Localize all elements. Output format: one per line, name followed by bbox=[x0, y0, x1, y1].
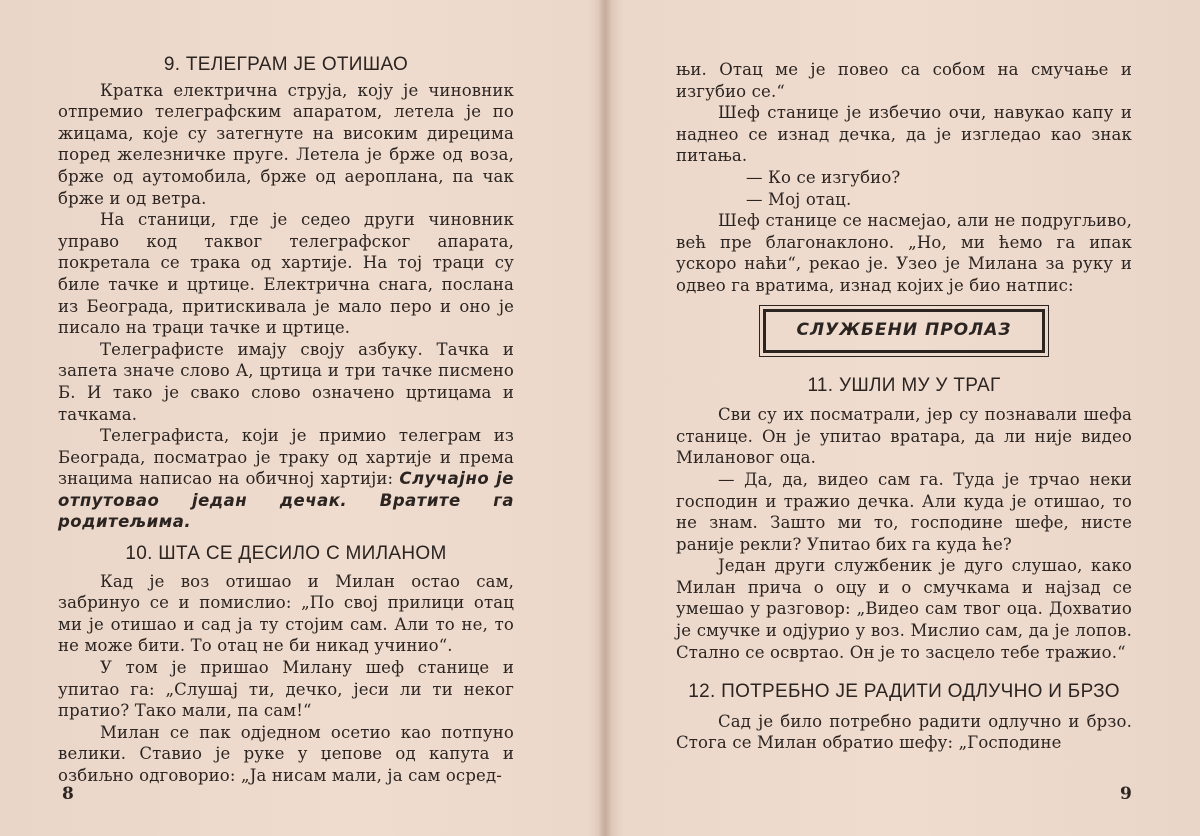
chapter-11-paragraph-3: Један други службеник је дуго слушао, како Милан прича о оцу и о смучкама и најзад се умешао у разговор: „Видео сам твог оца. Дохватио је смучке и одјурио у воз. Мислио сам, да је лопов. Стално се освртао. Он је то засцело тебе тражио.“ bbox=[676, 556, 1132, 662]
page-number-right: 9 bbox=[1120, 784, 1132, 804]
chapter-11-title: 11. УШЛИ МУ У ТРАГ bbox=[807, 374, 1001, 396]
station-chief-paragraph: Шеф станице је избечио очи, навукао капу и наднео се изнад дечка, да је изгледао као знак питања. bbox=[676, 103, 1132, 166]
official-passage-sign bbox=[763, 309, 1045, 353]
chapter-9-title: 9. ТЕЛЕГРАМ ЈЕ ОТИШАО bbox=[163, 54, 409, 75]
chapter-10-paragraph-2: У том је пришао Милану шеф станице и упитао га: „Слушај ти, дечко, јеси ли ти неког пратио? Тако мали, па сам!“ bbox=[58, 658, 514, 721]
chapter-12-paragraph-1: Сад је било потребно радити одлучно и брзо. Стога се Милан обратио шефу: „Господине bbox=[676, 711, 1132, 753]
dialog-line-1: — Ко се изгубио? bbox=[746, 167, 901, 187]
page-number-left: 8 bbox=[62, 784, 74, 804]
chapter-11-paragraph-2: — Да, да, видео сам га. Туда је трчао неки господин и тражио дечка. Али куда је отишао, то не знам. Зашто ми то, господине шефе, нисте раније рекли? Упитао бих га куда ће? bbox=[676, 469, 1132, 554]
chapter-10-paragraph-3: Милан се пак одједном осетио као потпуно велики. Ставио је руке у џепове од капута и озбиљно одговорио: „Ја нисам мали, ја сам осред- bbox=[58, 722, 514, 785]
telegram-intro-text: Телеграфиста, који је примио телеграм из Београда, посматрао је траку од хартије и према знацима написао на обичној хартији: bbox=[58, 426, 514, 489]
left-page bbox=[58, 0, 514, 836]
continued-paragraph: њи. Отац ме је повео са собом на смучање и изгубио се.“ bbox=[676, 60, 1132, 101]
chapter-10-paragraph-1: Кад је воз отишао и Милан остао сам, забринуо се и помислио: „По свој прилици отац ми је отишао и сад ја ту стојим сам. Али то не, то не може бити. То отац не би никад учинио“. bbox=[58, 571, 514, 656]
official-passage-text: СЛУЖБЕНИ ПРОЛАЗ bbox=[796, 319, 1012, 340]
chapter-9-paragraph-3: Телеграфисте имају своју азбуку. Тачка и запета значе слово А, цртица и три тачке писмено Б. И тако је свако слово означено цртицама и тачкама. bbox=[58, 339, 514, 424]
chapter-12-title: 12. ПОТРЕБНО ЈЕ РАДИТИ ОДЛУЧНО И БРЗО bbox=[688, 681, 1120, 703]
right-page bbox=[676, 0, 1132, 836]
chapter-9-paragraph-1: Кратка електрична струја, коју је чиновник отпремио телеграфским апаратом, летела је по жицама, које су затегнуте на високим дирецима поред железничке пруге. Летела је брже од воза, брже од аутомобила, брже од аероплана, па чак брже и од ветра. bbox=[58, 80, 514, 208]
book-gutter bbox=[598, 0, 612, 836]
station-chief-laughs-paragraph: Шеф станице се насмејао, али не подругљиво, већ пре благонаклоно. „Но, ми ћемо га ипак ускоро наћи“, рекао је. Узео је Милана за руку и одвео га вратима, изнад којих је био натпис: bbox=[676, 211, 1132, 295]
chapter-10-title: 10. ШТА СЕ ДЕСИЛО С МИЛАНОМ bbox=[125, 543, 447, 565]
dialog-line-2: — Мој отац. bbox=[746, 189, 852, 209]
chapter-9-paragraph-4 bbox=[58, 425, 514, 533]
telegram-message: Случајно је отпутовао један дечак. Вратите га родитељима. bbox=[58, 469, 514, 532]
chapter-11-paragraph-1: Сви су их посматрали, јер су познавали шефа станице. Он је упитао вратара, да ли није видео Милановог оца. bbox=[676, 405, 1132, 468]
chapter-9-paragraph-2: На станици, где је седео други чиновник управо код таквог телеграфског апарата, покретала се трака од хартије. На тој траци су биле тачке и цртице. Електрична снага, послана из Београда, притискивала је мало перо и оно је писало на траци тачке и цртице. bbox=[58, 210, 514, 338]
